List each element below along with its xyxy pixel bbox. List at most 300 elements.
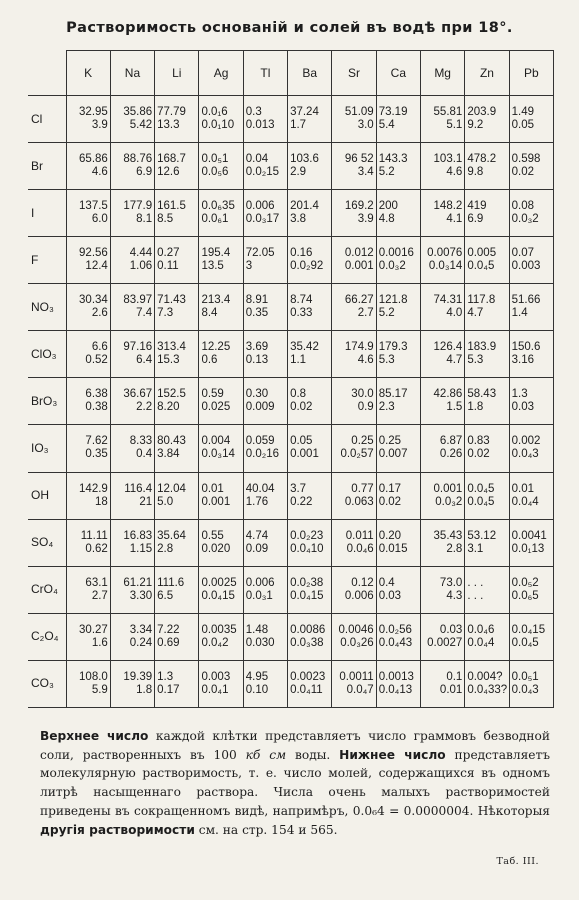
table-number: Таб. III.	[496, 856, 539, 867]
column-header: Sr	[332, 51, 376, 96]
upper-value: 0.0₅1	[511, 670, 539, 683]
lower-value: 0.0₂92	[290, 260, 324, 273]
upper-value: 0.0013	[378, 670, 414, 683]
table-body	[28, 96, 554, 708]
data-cell	[110, 331, 154, 378]
upper-value: 0.3	[245, 106, 262, 119]
data-cell	[110, 143, 154, 190]
note-text: см. на стр. 154 и 565.	[194, 822, 338, 837]
lower-value: 0.0₄5	[467, 260, 495, 273]
lower-value: 21	[139, 495, 153, 508]
note-lower-term: Нижнее число	[339, 747, 446, 762]
upper-value: 7.22	[157, 623, 180, 636]
upper-value: 1.3	[511, 388, 528, 401]
data-cell	[243, 284, 287, 331]
table-row	[28, 331, 554, 378]
upper-value: 65.86	[79, 153, 108, 166]
upper-value: 150.6	[511, 341, 541, 354]
data-cell	[465, 519, 509, 566]
lower-value: 4.7	[446, 354, 463, 367]
data-cell	[332, 143, 376, 190]
lower-value: 15.3	[157, 354, 180, 367]
column-header: K	[66, 51, 110, 96]
lower-value: 0.009	[245, 401, 275, 414]
lower-value: 0.0₂16	[245, 448, 279, 461]
upper-value: 0.0₄15	[511, 623, 546, 636]
upper-value: 3.34	[129, 623, 153, 636]
upper-value: 0.25	[351, 435, 374, 448]
data-cell	[509, 331, 553, 378]
upper-value: 51.66	[511, 294, 541, 307]
lower-value: 2.8	[446, 542, 463, 555]
lower-value: 0.0₁10	[201, 119, 235, 132]
data-cell	[332, 425, 376, 472]
data-cell	[199, 472, 243, 519]
lower-value: 0.0₃1	[245, 589, 273, 602]
row-label: CrO₄	[28, 566, 66, 613]
lower-value: 0.10	[245, 683, 269, 696]
upper-value: 8.33	[129, 435, 153, 448]
data-cell	[288, 566, 332, 613]
upper-value: 0.0046	[338, 623, 374, 636]
lower-value: 4.8	[378, 213, 395, 226]
upper-value: 6.87	[439, 435, 463, 448]
data-cell	[110, 566, 154, 613]
data-cell	[288, 425, 332, 472]
lower-value: 0.025	[201, 401, 231, 414]
upper-value: 0.07	[511, 247, 535, 260]
data-cell	[243, 472, 287, 519]
data-cell	[509, 425, 553, 472]
lower-value: 0.03	[511, 401, 535, 414]
lower-value: 1.76	[245, 495, 269, 508]
lower-value: 9.8	[467, 166, 484, 179]
note-upper-term: Верхнее число	[40, 729, 149, 743]
lower-value: 0.0₄4	[511, 495, 539, 508]
upper-value: 0.001	[433, 482, 463, 495]
upper-value: 168.7	[157, 153, 186, 166]
upper-value: 0.16	[290, 247, 313, 260]
data-cell	[465, 378, 509, 425]
data-cell	[199, 331, 243, 378]
lower-value: 6.0	[91, 213, 108, 226]
upper-value: 0.17	[378, 482, 402, 495]
data-cell	[332, 190, 376, 237]
upper-value: 137.5	[79, 200, 108, 213]
upper-value: 73.19	[378, 106, 408, 119]
data-cell	[66, 237, 110, 284]
lower-value: 2.9	[290, 166, 307, 179]
upper-value: 4.44	[129, 247, 153, 260]
row-label: OH	[28, 472, 66, 519]
data-cell	[110, 96, 154, 143]
data-cell	[243, 566, 287, 613]
lower-value: 0.015	[378, 542, 408, 555]
data-cell	[465, 143, 509, 190]
data-cell	[66, 331, 110, 378]
upper-value: 88.76	[123, 153, 153, 166]
lower-value: 0.0₃14	[201, 448, 235, 461]
upper-value: 63.1	[85, 576, 108, 589]
lower-value: 0.0₄11	[290, 683, 323, 696]
lower-value: 4.3	[446, 589, 463, 602]
data-cell	[199, 425, 243, 472]
data-cell	[332, 660, 376, 707]
upper-value: 0.30	[245, 388, 269, 401]
data-cell	[243, 613, 287, 660]
data-cell	[509, 378, 553, 425]
lower-value: 0.02	[290, 401, 313, 414]
data-cell	[110, 660, 154, 707]
upper-value: 142.9	[79, 482, 108, 495]
upper-value: 0.0011	[339, 670, 374, 683]
data-cell	[421, 566, 465, 613]
row-label: Br	[28, 143, 66, 190]
data-cell	[243, 519, 287, 566]
upper-value: 36.67	[123, 388, 153, 401]
lower-value: 3.4	[357, 166, 374, 179]
upper-value: 148.2	[433, 200, 463, 213]
data-cell	[110, 378, 154, 425]
data-cell	[376, 143, 420, 190]
data-cell	[66, 425, 110, 472]
solubility-table	[28, 50, 554, 708]
data-cell	[155, 566, 199, 613]
upper-value: 0.0025	[201, 576, 237, 589]
lower-value: 0.0₄6	[346, 542, 374, 555]
column-header: Pb	[509, 51, 553, 96]
upper-value: 152.5	[157, 388, 186, 401]
data-cell	[332, 284, 376, 331]
data-cell	[110, 519, 154, 566]
data-cell	[288, 143, 332, 190]
lower-value: 0.0₃17	[245, 213, 280, 226]
upper-value: 169.2	[344, 200, 374, 213]
upper-value: 80.43	[157, 435, 186, 448]
lower-value: 0.001	[201, 495, 231, 508]
data-cell	[376, 425, 420, 472]
lower-value: 0.01	[439, 683, 463, 696]
data-cell	[421, 378, 465, 425]
data-cell	[243, 378, 287, 425]
upper-value: 0.4	[378, 576, 395, 589]
data-cell	[243, 660, 287, 707]
upper-value: 3.69	[245, 341, 269, 354]
row-label: BrO₃	[28, 378, 66, 425]
lower-value: 3.9	[91, 119, 108, 132]
lower-value: 0.0₂57	[340, 448, 374, 461]
data-cell	[465, 566, 509, 613]
lower-value: 0.0₃2	[435, 495, 463, 508]
lower-value: 0.38	[85, 401, 108, 414]
data-cell	[509, 96, 553, 143]
lower-value: 2.6	[91, 307, 108, 320]
data-cell	[288, 237, 332, 284]
upper-value: 96 52	[344, 153, 374, 166]
upper-value: 73.0	[439, 576, 463, 589]
note-text: воды.	[286, 747, 340, 762]
upper-value: 143.3	[378, 153, 408, 166]
lower-value: 1.4	[511, 307, 528, 320]
data-cell	[421, 613, 465, 660]
data-cell	[66, 378, 110, 425]
data-cell	[332, 472, 376, 519]
data-cell	[421, 425, 465, 472]
lower-value: 12.4	[85, 260, 108, 273]
upper-value: 8.74	[290, 294, 313, 307]
upper-value: 0.20	[378, 529, 402, 542]
data-cell	[199, 519, 243, 566]
upper-value: 1.49	[511, 106, 535, 119]
data-cell	[465, 190, 509, 237]
upper-value: 0.59	[201, 388, 224, 401]
upper-value: 116.4	[124, 482, 153, 495]
lower-value: 0.0₃2	[511, 213, 539, 226]
lower-value: 0.24	[129, 636, 153, 649]
data-cell	[421, 190, 465, 237]
data-cell	[332, 237, 376, 284]
data-cell	[332, 566, 376, 613]
lower-value: 0.0₄15	[290, 589, 324, 602]
corner-cell	[28, 51, 66, 96]
upper-value: 58.43	[467, 388, 497, 401]
data-cell	[376, 566, 420, 613]
upper-value: 213.4	[201, 294, 231, 307]
lower-value: 0.4	[136, 448, 153, 461]
row-label: ClO₃	[28, 331, 66, 378]
table-row	[28, 284, 554, 331]
upper-value: 74.31	[433, 294, 463, 307]
lower-value: 0.6	[201, 354, 218, 367]
lower-value: 5.3	[467, 354, 484, 367]
lower-value: 0.02	[378, 495, 402, 508]
table-row	[28, 660, 554, 707]
data-cell	[288, 613, 332, 660]
upper-value: 35.64	[157, 529, 186, 542]
data-cell	[509, 237, 553, 284]
data-cell	[509, 660, 553, 707]
data-cell	[288, 96, 332, 143]
lower-value: 0.0₄43	[378, 636, 413, 649]
lower-value: 3.16	[511, 354, 535, 367]
data-cell	[465, 660, 509, 707]
lower-value: 4.6	[91, 166, 108, 179]
data-cell	[110, 613, 154, 660]
lower-value: 5.9	[91, 683, 108, 696]
upper-value: 35.42	[290, 341, 319, 354]
data-cell	[465, 96, 509, 143]
note-text: представляетъ молекулярную растворимость, т. е. число молей, содержащихся въ одномъ литрѣ насыщеннаго раствора. Числа очень малыхъ растворимостей приведены въ сокращенномъ видѣ, напримѣръ, 0.0₆4 = 0.0000004. Нѣкоторыя	[40, 747, 550, 818]
lower-value: 1.7	[290, 119, 307, 132]
data-cell	[288, 331, 332, 378]
data-cell	[243, 331, 287, 378]
data-cell	[155, 613, 199, 660]
upper-value: 85.17	[378, 388, 408, 401]
data-cell	[332, 378, 376, 425]
lower-value: 0.03	[378, 589, 402, 602]
lower-value: 0.0₆1	[201, 213, 229, 226]
upper-value: 103.1	[433, 153, 463, 166]
data-cell	[465, 425, 509, 472]
upper-value: 11.11	[80, 529, 108, 542]
lower-value: 12.6	[157, 166, 180, 179]
lower-value: 0.02	[511, 166, 535, 179]
data-cell	[110, 472, 154, 519]
upper-value: 4.95	[245, 670, 269, 683]
upper-value: 0.25	[378, 435, 402, 448]
lower-value: 0.33	[290, 307, 313, 320]
lower-value: 4.7	[467, 307, 484, 320]
upper-value: 0.27	[157, 247, 180, 260]
lower-value: 0.0₄5	[467, 495, 495, 508]
column-header: Zn	[465, 51, 509, 96]
data-cell	[199, 96, 243, 143]
upper-value: 108.0	[79, 670, 108, 683]
lower-value: 0.001	[290, 448, 319, 461]
upper-value: 12.25	[201, 341, 231, 354]
upper-value: 203.9	[467, 106, 497, 119]
data-cell	[421, 331, 465, 378]
lower-value: 0.35	[85, 448, 108, 461]
data-cell	[465, 331, 509, 378]
lower-value: 3.84	[157, 448, 180, 461]
data-cell	[288, 472, 332, 519]
lower-value: 0.0027	[427, 636, 463, 649]
upper-value: 183.9	[467, 341, 497, 354]
data-cell	[155, 519, 199, 566]
lower-value: 2.7	[357, 307, 374, 320]
lower-value: 4.0	[446, 307, 463, 320]
upper-value: 83.97	[123, 294, 153, 307]
data-cell	[421, 519, 465, 566]
upper-value: 6.38	[85, 388, 108, 401]
upper-value: 0.0₅2	[511, 576, 539, 589]
upper-value: 0.003	[201, 670, 231, 683]
data-cell	[199, 660, 243, 707]
upper-value: 1.3	[157, 670, 174, 683]
data-cell	[243, 425, 287, 472]
upper-value: 30.0	[351, 388, 374, 401]
upper-value: 55.81	[433, 106, 463, 119]
data-cell	[332, 96, 376, 143]
data-cell	[509, 472, 553, 519]
lower-value: 0.013	[245, 119, 275, 132]
data-cell	[509, 566, 553, 613]
table-row	[28, 237, 554, 284]
upper-value: 0.0₂38	[290, 576, 324, 589]
lower-value: 6.4	[136, 354, 153, 367]
upper-value: 19.39	[123, 670, 153, 683]
lower-value: 0.09	[245, 542, 269, 555]
lower-value: 0.0₂15	[245, 166, 279, 179]
upper-value: 0.011	[345, 529, 374, 542]
lower-value: 0.030	[245, 636, 275, 649]
upper-value: 179.3	[378, 341, 408, 354]
lower-value: 5.0	[157, 495, 174, 508]
lower-value: 0.35	[245, 307, 269, 320]
lower-value: 9.2	[467, 119, 484, 132]
data-cell	[421, 284, 465, 331]
upper-value: 0.1	[446, 670, 463, 683]
lower-value: 0.0₁13	[511, 542, 545, 555]
data-cell	[155, 284, 199, 331]
upper-value: 4.74	[245, 529, 269, 542]
lower-value: 8.5	[157, 213, 174, 226]
lower-value: 0.11	[157, 260, 179, 273]
data-cell	[199, 237, 243, 284]
upper-value: 37.24	[290, 106, 319, 119]
upper-value: 0.598	[511, 153, 541, 166]
lower-value: 0.22	[290, 495, 313, 508]
data-cell	[421, 96, 465, 143]
upper-value: 0.05	[290, 435, 313, 448]
upper-value: 0.01	[201, 482, 224, 495]
table-row	[28, 378, 554, 425]
data-cell	[155, 378, 199, 425]
lower-value: . . .	[467, 589, 484, 602]
lower-value: 3.8	[290, 213, 307, 226]
data-cell	[421, 660, 465, 707]
lower-value: 5.4	[378, 119, 395, 132]
upper-value: 117.8	[467, 294, 496, 307]
upper-value: 0.006	[245, 200, 275, 213]
upper-value: 174.9	[344, 341, 374, 354]
upper-value: 478.2	[467, 153, 497, 166]
upper-value: 0.002	[511, 435, 541, 448]
data-cell	[199, 566, 243, 613]
upper-value: 42.86	[433, 388, 463, 401]
lower-value: 4.6	[357, 354, 374, 367]
row-label: I	[28, 190, 66, 237]
upper-value: 177.9	[123, 200, 153, 213]
data-cell	[155, 96, 199, 143]
lower-value: 0.0₄2	[201, 636, 229, 649]
data-cell	[110, 284, 154, 331]
lower-value: 0.0₄7	[346, 683, 374, 696]
data-cell	[199, 378, 243, 425]
table-row	[28, 472, 554, 519]
lower-value: 5.3	[378, 354, 395, 367]
lower-value: 0.0₃14	[428, 260, 463, 273]
lower-value: 0.006	[344, 589, 374, 602]
lower-value: 0.0₄3	[511, 448, 539, 461]
data-cell	[465, 237, 509, 284]
table-row	[28, 566, 554, 613]
upper-value: 0.004?	[467, 670, 503, 683]
upper-value: 30.27	[79, 623, 108, 636]
data-cell	[110, 190, 154, 237]
upper-value: 200	[378, 200, 398, 213]
data-cell	[66, 96, 110, 143]
lower-value: 5.2	[378, 307, 395, 320]
data-cell	[243, 96, 287, 143]
data-cell	[509, 190, 553, 237]
data-cell	[288, 660, 332, 707]
lower-value: 7.3	[157, 307, 174, 320]
data-cell	[66, 613, 110, 660]
upper-value: 0.0₄5	[467, 482, 495, 495]
data-cell	[376, 613, 420, 660]
upper-value: 35.43	[433, 529, 463, 542]
data-cell	[509, 284, 553, 331]
data-cell	[421, 472, 465, 519]
upper-value: 8.91	[245, 294, 269, 307]
upper-value: 32.95	[79, 106, 108, 119]
data-cell	[66, 660, 110, 707]
upper-value: 195.4	[201, 247, 231, 260]
lower-value: 0.003	[511, 260, 541, 273]
upper-value: 0.8	[290, 388, 307, 401]
